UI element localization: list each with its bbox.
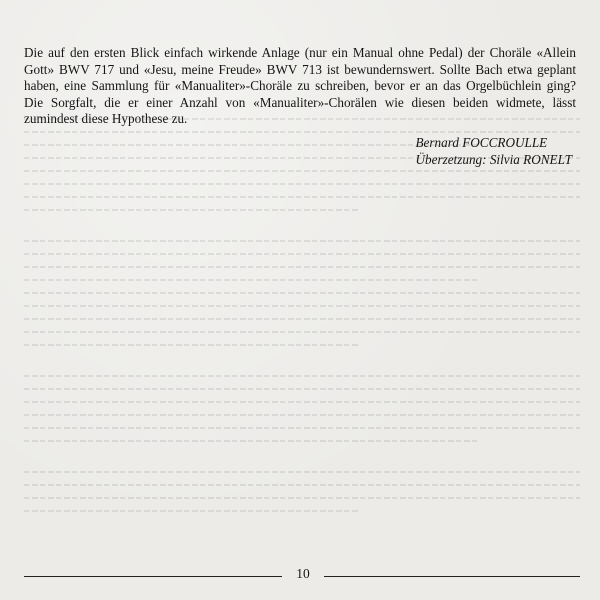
body-line: Gott» BWV 717 und «Jesu, meine Freude» BWV 713 ist bewundernswert. Sollte Bach etwa geplant (24, 61, 576, 77)
footer-rule-left (24, 576, 282, 577)
reverse-side-bleed-through (24, 118, 580, 558)
page-number: 10 (296, 566, 310, 581)
body-line: Die Sorgfalt, die er einer Anzahl von «Manualiter»-Chorälen wie diesen beiden widmete, lässt (24, 94, 576, 110)
credits-block (415, 135, 572, 168)
body-paragraph (24, 45, 576, 128)
body-line: haben, eine Sammlung für «Manualiter»-Choräle zu schreiben, bevor er an das Orgelbüchlein ging? (24, 78, 576, 94)
footer-rule-right (324, 576, 580, 577)
body-line: zumindest diese Hypothese zu. (24, 111, 188, 127)
body-line: Die auf den ersten Blick einfach wirkende Anlage (nur ein Manual ohne Pedal) der Choräle «Allein (24, 45, 576, 60)
translator-credit: Überzetzung: Silvia RONELT (415, 151, 572, 167)
page-footer (24, 566, 580, 582)
author-credit: Bernard FOCCROULLE (415, 135, 548, 150)
